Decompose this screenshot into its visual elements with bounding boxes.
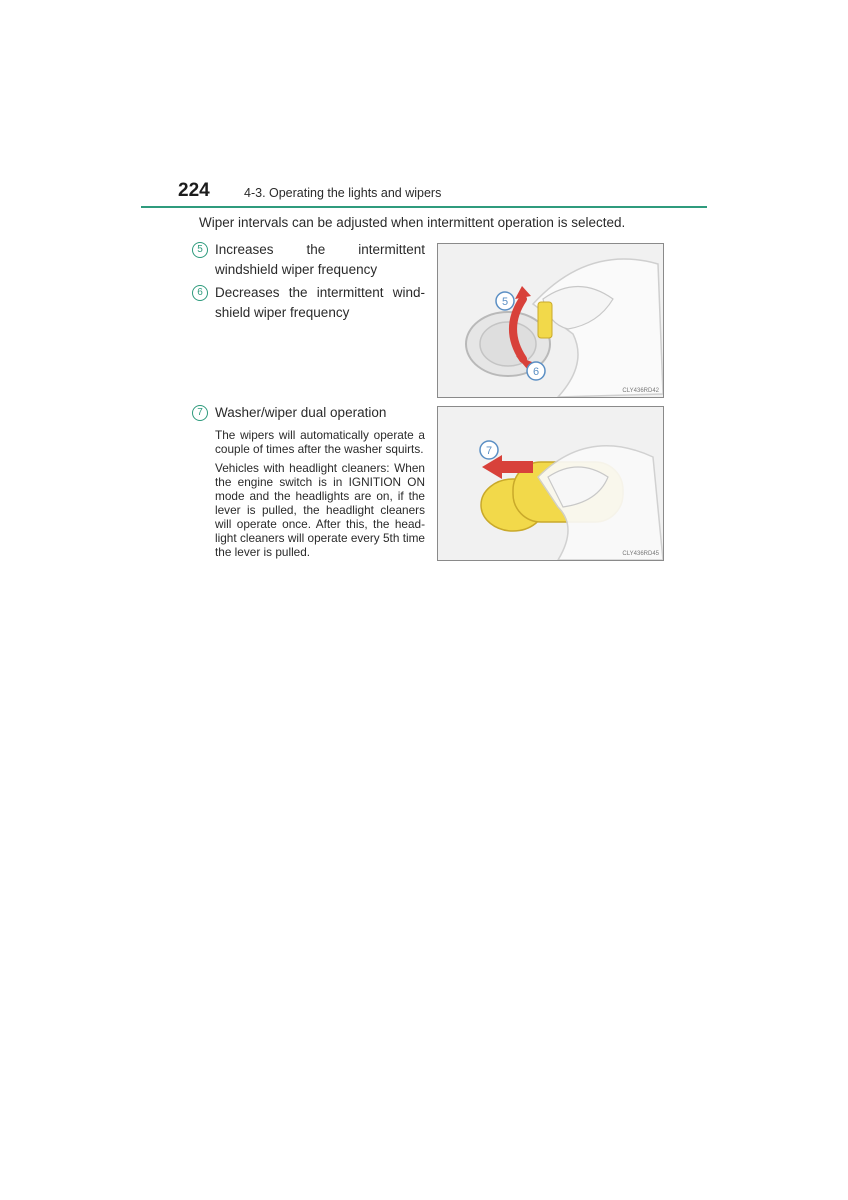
page-number: 224 xyxy=(178,180,210,201)
list-item-6 xyxy=(192,283,425,323)
callout-5-label: 5 xyxy=(501,296,509,308)
list-item-7 xyxy=(192,403,425,423)
list-item-5 xyxy=(192,240,425,280)
callout-number: 5 xyxy=(192,242,208,258)
item-text: Increases the intermittent windshield wiper frequency xyxy=(215,242,425,277)
callout-6-label: 6 xyxy=(532,366,540,378)
section-title: 4-3. Operating the lights and wipers xyxy=(244,186,442,200)
intro-text: Wiper intervals can be adjusted when intermittent operation is selected. xyxy=(199,215,626,230)
figure-washer-wiper xyxy=(437,406,664,561)
figure-code: CLY436RD45 xyxy=(622,551,659,557)
callout-number: 6 xyxy=(192,285,208,301)
item-text: Decreases the intermittent wind-shield wiper frequency xyxy=(215,285,425,320)
note-washer: The wipers will automatically operate a couple of times after the washer squirts. xyxy=(215,428,425,456)
figure-wiper-interval xyxy=(437,243,664,398)
figure-code: CLY436RD42 xyxy=(622,388,659,394)
callout-7-label: 7 xyxy=(485,445,493,457)
note-headlight-cleaners: Vehicles with headlight cleaners: When the engine switch is in IGNITION ON mode and the headlights are on, if the lever is pulled, the headlight cleaners will operate once. After this, the head-light cleaners will operate every 5th time the lever is pulled. xyxy=(215,461,425,559)
item-text: Washer/wiper dual operation xyxy=(215,405,387,420)
header-rule xyxy=(141,206,707,208)
callout-number: 7 xyxy=(192,405,208,421)
